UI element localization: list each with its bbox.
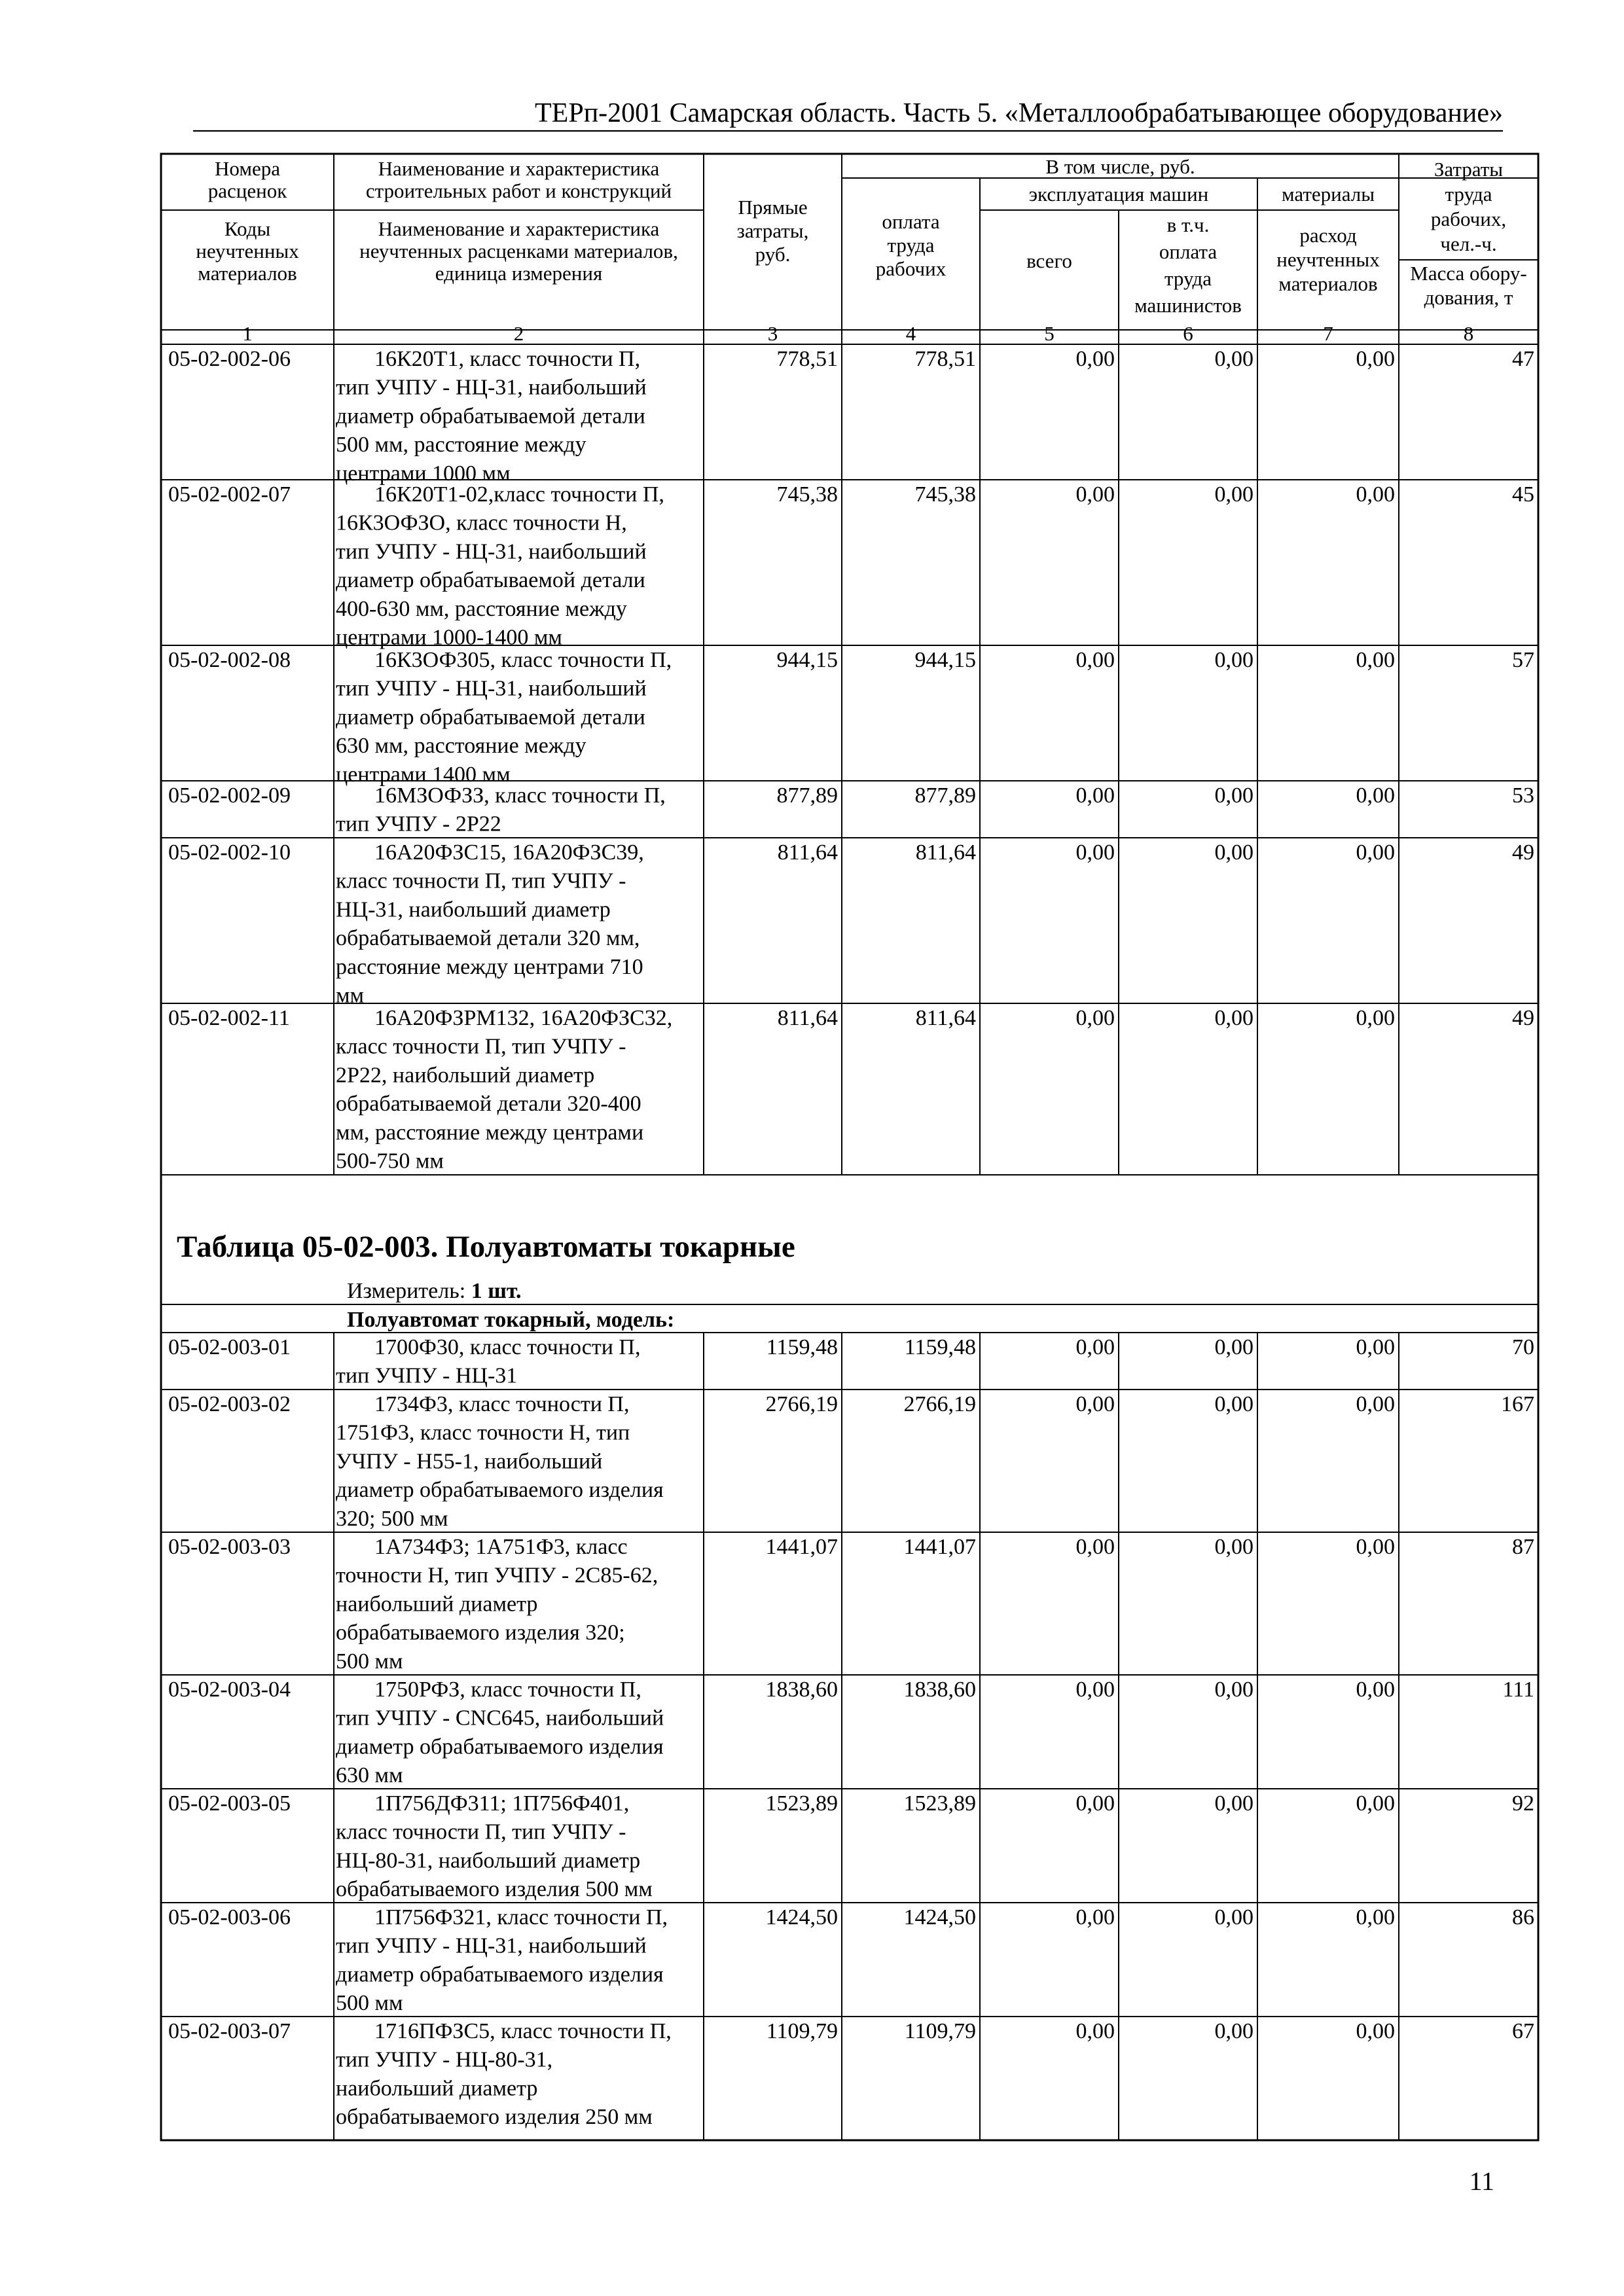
rate-name-line: 16МЗОФЗЗ, класс точности П, [374, 783, 666, 808]
rate-name-line: 500-750 мм [336, 1149, 444, 1174]
machinists-pay-value: 0,00 [1214, 1335, 1254, 1359]
rate-name-line: 16К3ОФЗО, класс точности Н, [336, 511, 627, 535]
rate-code: 05-02-002-11 [168, 1006, 290, 1030]
header-direct-costs-line: Прямые [738, 196, 808, 219]
header-material-names-line: Наименование и характеристика [378, 217, 660, 240]
header-labor-costs-line: труда [1445, 183, 1492, 206]
rate-name-line: тип УЧПУ - CNC645, наибольший [336, 1706, 664, 1731]
rate-name [336, 1535, 658, 1674]
machinists-pay-value: 0,00 [1214, 840, 1254, 865]
header-material-names-line: неучтенных расценками материалов, [359, 240, 678, 262]
table-row [168, 1006, 1534, 1174]
rate-name-line: тип УЧПУ - НЦ-31, наибольший [336, 676, 647, 701]
labor-costs-value: 167 [1501, 1392, 1534, 1416]
rate-name-line: обрабатываемой детали 320 мм, [336, 926, 640, 951]
machines-total-value: 0,00 [1075, 1392, 1115, 1416]
rate-name-line: расстояние между центрами 710 [336, 954, 643, 979]
workers-pay-value: 1441,07 [903, 1535, 976, 1559]
workers-pay-value: 811,64 [915, 1006, 976, 1030]
header-labor-costs-line: рабочих, [1430, 207, 1507, 230]
rate-name-line: тип УЧПУ - НЦ-31, наибольший [336, 539, 647, 564]
section-subheading: Полуавтомат токарный, модель: [347, 1308, 675, 1332]
rate-name-line: 2Р22, наибольший диаметр [336, 1063, 595, 1088]
rate-name [336, 1791, 653, 1901]
direct-costs-value: 1523,89 [765, 1791, 838, 1816]
rate-code: 05-02-003-04 [168, 1677, 291, 1702]
labor-costs-value: 57 [1512, 648, 1534, 672]
rate-name [336, 1905, 668, 2015]
labor-costs-value: 49 [1512, 840, 1534, 865]
machinists-pay-value: 0,00 [1214, 1791, 1254, 1816]
rate-name-line: класс точности П, тип УЧПУ - [336, 869, 626, 893]
rate-name-line: 16К20Т1-02,класс точности П, [374, 482, 664, 507]
rate-name-line: 320; 500 мм [336, 1506, 448, 1531]
rate-name-line: 630 мм [336, 1763, 403, 1788]
rate-name-line: НЦ-80-31, наибольший диаметр [336, 1848, 641, 1873]
table-row [168, 1905, 1534, 2015]
rate-name-line: 16К3ОФ305, класс точности П, [374, 648, 672, 672]
labor-costs-value: 86 [1512, 1905, 1534, 1929]
header-material-names [359, 217, 678, 285]
rate-name-line: мм [336, 983, 365, 1008]
workers-pay-value: 877,89 [914, 783, 976, 808]
labor-costs-value: 92 [1512, 1791, 1534, 1816]
rate-name [336, 1392, 664, 1531]
materials-value: 0,00 [1356, 1006, 1395, 1030]
machinists-pay-value: 0,00 [1214, 1392, 1254, 1416]
materials-value: 0,00 [1356, 1335, 1395, 1359]
header-material-names-line: единица измерения [435, 262, 603, 285]
column-number-7: 7 [1323, 322, 1333, 345]
machinists-pay-value: 0,00 [1214, 1677, 1254, 1702]
header-name-line: Наименование и характеристика [378, 157, 660, 180]
direct-costs-value: 1109,79 [766, 2019, 838, 2043]
rate-name-line: класс точности П, тип УЧПУ - [336, 1820, 626, 1844]
machines-total-value: 0,00 [1075, 2019, 1115, 2043]
header-equipment-mass-line: Масса обору- [1410, 262, 1527, 285]
rate-name-line: УЧПУ - Н55-1, наибольший [336, 1449, 603, 1474]
direct-costs-value: 2766,19 [765, 1392, 838, 1416]
rate-name-line: обрабатываемого изделия 250 мм [336, 2105, 653, 2130]
table-row [168, 2019, 1534, 2129]
materials-value: 0,00 [1356, 648, 1395, 672]
rate-code: 05-02-002-10 [168, 840, 291, 865]
labor-costs-value: 111 [1502, 1677, 1534, 1702]
column-number-6: 6 [1183, 322, 1193, 345]
materials-value: 0,00 [1356, 1791, 1395, 1816]
direct-costs-value: 745,38 [776, 482, 838, 507]
rate-code: 05-02-003-07 [168, 2019, 291, 2043]
rate-name-line: диаметр обрабатываемой детали [336, 705, 645, 730]
workers-pay-value: 1109,79 [904, 2019, 976, 2043]
rate-code: 05-02-002-09 [168, 783, 291, 808]
header-material-codes-line: Коды [224, 217, 271, 240]
materials-value: 0,00 [1356, 1677, 1395, 1702]
direct-costs-value: 811,64 [777, 1006, 838, 1030]
rate-name-line: мм, расстояние между центрами [336, 1120, 644, 1145]
rate-code: 05-02-003-05 [168, 1791, 291, 1816]
machinists-pay-value: 0,00 [1214, 482, 1254, 507]
materials-value: 0,00 [1356, 2019, 1395, 2043]
rate-name [336, 783, 666, 836]
table-header [196, 155, 1526, 345]
header-materials-usage-line: неучтенных [1276, 248, 1380, 271]
materials-value: 0,00 [1356, 1905, 1395, 1929]
rate-name [336, 2019, 672, 2129]
column-number-5: 5 [1044, 322, 1055, 345]
machines-total-value: 0,00 [1075, 783, 1115, 808]
rate-name-line: обрабатываемой детали 320-400 [336, 1092, 641, 1117]
machinists-pay-value: 0,00 [1214, 2019, 1254, 2043]
header-direct-costs-line: затраты, [736, 219, 809, 242]
header-machinists-pay-line: машинистов [1134, 294, 1242, 317]
rate-name [336, 1006, 672, 1174]
labor-costs-value: 49 [1512, 1006, 1534, 1030]
header-name-line: строительных работ и конструкций [365, 179, 672, 202]
measure-label: Измеритель: [347, 1279, 471, 1303]
rate-name-line: тип УЧПУ - НЦ-31, наибольший [336, 1933, 647, 1958]
workers-pay-value: 944,15 [914, 648, 976, 672]
labor-costs-value: 67 [1512, 2019, 1534, 2043]
rate-name [336, 648, 672, 787]
materials-value: 0,00 [1356, 482, 1395, 507]
labor-costs-value: 53 [1512, 783, 1534, 808]
machines-total-value: 0,00 [1075, 840, 1115, 865]
measure-unit [347, 1279, 522, 1303]
header-labor-costs-line: Затраты [1434, 158, 1504, 181]
rate-name-line: 1750РФЗ, класс точности П, [374, 1677, 641, 1702]
rate-name-line: 1700Ф30, класс точности П, [374, 1335, 641, 1359]
machinists-pay-value: 0,00 [1214, 1905, 1254, 1929]
machinists-pay-value: 0,00 [1214, 1535, 1254, 1559]
workers-pay-value: 1838,60 [903, 1677, 976, 1702]
machinists-pay-value: 0,00 [1214, 648, 1254, 672]
rate-name-line: 1751Ф3, класс точности Н, тип [336, 1420, 630, 1445]
table-row [168, 1335, 1534, 1388]
header-materials-usage-line: материалов [1278, 272, 1378, 295]
rate-name-line: 400-630 мм, расстояние между [336, 596, 627, 621]
column-number-2: 2 [513, 322, 524, 345]
header-workers-pay-line: рабочих [875, 257, 947, 280]
header-machinists-pay [1134, 213, 1242, 317]
rate-name-line: диаметр обрабатываемого изделия [336, 1734, 664, 1759]
header-machine-total: всего [1026, 249, 1072, 272]
machines-total-value: 0,00 [1075, 1335, 1115, 1359]
materials-value: 0,00 [1356, 840, 1395, 865]
rate-name-line: 16А20ФЗРМ132, 16А20ФЗС32, [374, 1006, 673, 1030]
rate-name-line: НЦ-31, наибольший диаметр [336, 897, 611, 922]
direct-costs-value: 944,15 [776, 648, 838, 672]
header-material-codes-line: неучтенных [196, 240, 299, 262]
rate-name [336, 840, 644, 1008]
workers-pay-value: 778,51 [914, 347, 976, 371]
header-direct-costs [737, 196, 809, 266]
header-machinists-pay-line: труда [1164, 267, 1212, 290]
rate-code: 05-02-003-06 [168, 1905, 291, 1929]
header-materials: материалы [1281, 183, 1375, 206]
header-code-line: Номера [215, 157, 280, 180]
rate-name-line: диаметр обрабатываемого изделия [336, 1478, 664, 1503]
machines-total-value: 0,00 [1075, 1791, 1115, 1816]
column-number-3: 3 [767, 322, 778, 345]
workers-pay-value: 1424,50 [903, 1905, 976, 1929]
rate-name-line: точности Н, тип УЧПУ - 2С85-62, [336, 1563, 659, 1588]
rate-name-line: 500 мм [336, 1649, 403, 1674]
machines-total-value: 0,00 [1075, 482, 1115, 507]
rate-name [336, 347, 647, 486]
rate-name-line: центрами 1000-1400 мм [336, 625, 562, 650]
workers-pay-value: 2766,19 [903, 1392, 976, 1416]
rate-name-line: тип УЧПУ - 2Р22 [336, 812, 501, 836]
rate-name-line: 630 мм, расстояние между [336, 734, 586, 759]
header-workers-pay [876, 210, 947, 280]
rate-name-line: обрабатываемого изделия 500 мм [336, 1877, 653, 1902]
direct-costs-value: 1838,60 [765, 1677, 838, 1702]
page-number: 11 [1469, 2166, 1494, 2196]
machinists-pay-value: 0,00 [1214, 1006, 1254, 1030]
header-workers-pay-line: оплата [882, 210, 940, 233]
direct-costs-value: 811,64 [777, 840, 838, 865]
header-material-codes [196, 217, 299, 285]
machines-total-value: 0,00 [1075, 648, 1115, 672]
header-including: В том числе, руб. [1045, 155, 1195, 178]
header-direct-costs-line: руб. [755, 243, 791, 266]
labor-costs-value: 87 [1512, 1535, 1534, 1559]
section-title: Таблица 05-02-003. Полуавтоматы токарные [177, 1230, 795, 1264]
rate-name-line: центрами 1400 мм [336, 762, 511, 787]
header-machinists-pay-line: оплата [1159, 240, 1218, 263]
rate-name-line: 1734Ф3, класс точности П, [374, 1392, 630, 1416]
machinists-pay-value: 0,00 [1214, 347, 1254, 371]
machines-total-value: 0,00 [1075, 1905, 1115, 1929]
header-equipment-mass [1410, 262, 1526, 309]
rate-name-line: тип УЧПУ - НЦ-31, наибольший [336, 375, 647, 400]
column-number-1: 1 [242, 322, 253, 345]
header-labor-costs [1431, 158, 1506, 255]
rate-code: 05-02-002-08 [168, 648, 291, 672]
rate-name-line: класс точности П, тип УЧПУ - [336, 1034, 626, 1059]
workers-pay-value: 1523,89 [903, 1791, 976, 1816]
workers-pay-value: 1159,48 [904, 1335, 976, 1359]
header-equipment-mass-line: дования, т [1424, 286, 1513, 309]
header-code-line: расценок [208, 179, 287, 202]
table-row [168, 1791, 1534, 1901]
rate-name-line: диаметр обрабатываемой детали [336, 404, 645, 429]
table-body-part1 [168, 347, 1534, 1174]
rate-name-line: 1П756ДФ311; 1П756Ф401, [374, 1791, 630, 1816]
direct-costs-value: 1159,48 [766, 1335, 838, 1359]
materials-value: 0,00 [1356, 347, 1395, 371]
rate-name-line: 16К20Т1, класс точности П, [374, 347, 641, 371]
rate-name-line: 16А20ФЗС15, 16А20ФЗС39, [374, 840, 644, 865]
measure-value: 1 шт. [471, 1279, 522, 1303]
workers-pay-value: 745,38 [914, 482, 976, 507]
table-row [168, 1535, 1534, 1674]
rate-name-line: 1П756Ф321, класс точности П, [374, 1905, 668, 1929]
direct-costs-value: 1441,07 [765, 1535, 838, 1559]
materials-value: 0,00 [1356, 1392, 1395, 1416]
rate-name [336, 482, 664, 650]
header-labor-costs-line: чел.-ч. [1440, 232, 1497, 255]
materials-value: 0,00 [1356, 783, 1395, 808]
table-body-part2 [168, 1335, 1534, 2129]
rate-name-line: 500 мм [336, 1991, 403, 2016]
labor-costs-value: 47 [1512, 347, 1534, 371]
rate-name-line: диаметр обрабатываемого изделия [336, 1962, 664, 1987]
header-workers-pay-line: труда [887, 234, 935, 257]
machines-total-value: 0,00 [1075, 1677, 1115, 1702]
rate-name [336, 1335, 641, 1388]
labor-costs-value: 70 [1512, 1335, 1534, 1359]
direct-costs-value: 1424,50 [765, 1905, 838, 1929]
rate-code: 05-02-002-07 [168, 482, 291, 507]
running-head: ТЕРп-2001 Самарская область. Часть 5. «Металлообрабатывающее оборудование» [535, 98, 1503, 128]
header-material-codes-line: материалов [198, 262, 297, 285]
header-machine-operation: эксплуатация машин [1028, 183, 1209, 206]
rate-name-line: 500 мм, расстояние между [336, 433, 586, 457]
header-code [208, 157, 287, 202]
header-materials-usage-line: расход [1299, 224, 1357, 247]
rate-name-line: наибольший диаметр [336, 2076, 538, 2101]
machinists-pay-value: 0,00 [1214, 783, 1254, 808]
machines-total-value: 0,00 [1075, 1535, 1115, 1559]
rate-name-line: 1А734Ф3; 1А751Ф3, класс [374, 1535, 628, 1559]
rate-code: 05-02-003-03 [168, 1535, 291, 1559]
rate-name-line: 1716ПФЗС5, класс точности П, [374, 2019, 672, 2043]
header-name [366, 157, 672, 202]
rate-code: 05-02-002-06 [168, 347, 291, 371]
header-materials-usage [1276, 224, 1380, 295]
table-row [168, 783, 1534, 836]
table-row [168, 840, 1534, 1008]
table-row [168, 648, 1534, 787]
rate-name-line: диаметр обрабатываемой детали [336, 568, 645, 593]
rate-name [336, 1677, 664, 1787]
table-row [168, 482, 1534, 650]
labor-costs-value: 45 [1512, 482, 1534, 507]
column-number-8: 8 [1463, 322, 1474, 345]
machines-total-value: 0,00 [1075, 347, 1115, 371]
rate-name-line: наибольший диаметр [336, 1592, 538, 1617]
direct-costs-value: 778,51 [776, 347, 838, 371]
rate-name-line: обрабатываемого изделия 320; [336, 1621, 625, 1645]
rate-code: 05-02-003-02 [168, 1392, 291, 1416]
workers-pay-value: 811,64 [915, 840, 976, 865]
rate-name-line: тип УЧПУ - НЦ-80-31, [336, 2047, 553, 2072]
table-row [168, 1392, 1534, 1531]
table-row [168, 347, 1534, 486]
materials-value: 0,00 [1356, 1535, 1395, 1559]
header-machinists-pay-line: в т.ч. [1166, 213, 1210, 236]
table-row [168, 1677, 1534, 1787]
rate-name-line: тип УЧПУ - НЦ-31 [336, 1363, 518, 1388]
rate-code: 05-02-003-01 [168, 1335, 291, 1359]
rate-name-line: центрами 1000 мм [336, 461, 511, 486]
column-number-4: 4 [905, 322, 916, 345]
section-05-02-003 [177, 1230, 795, 1332]
direct-costs-value: 877,89 [776, 783, 838, 808]
machines-total-value: 0,00 [1075, 1006, 1115, 1030]
